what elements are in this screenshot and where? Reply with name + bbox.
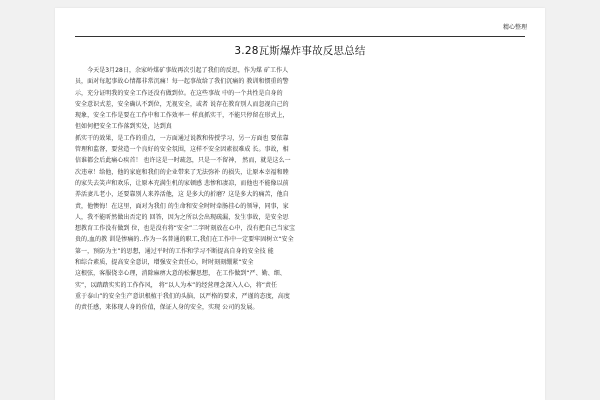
body-line: 的家失去笑声和欢乐，让原本充满生机的家顿感 悲惨和凄凉，而他也不能像以前 — [75, 179, 289, 187]
body-line: 现象，安全工作是要在工作中和工作效率一 样真抓实干，不能只停留在形式上， — [75, 112, 289, 120]
body-line: 人，我不能昕然做出否定的 回答，因为之所以会出现疏漏，发生事故，是安全思 — [75, 213, 289, 221]
body-line: 信谁都会后此痛心疾首！ 也许这是一时疏忽，只是一不留神， 然而，就是这么一 — [75, 157, 291, 165]
body-line: 今天是3月28日，余家岭煤矿事故再次引起了我们的反思，作为煤 矿工作人 — [75, 67, 289, 74]
body-line: 抓实干的效果，是工作的重点，一方面通过说教和传授学习，另一方面也 要依靠 — [75, 134, 289, 142]
body-line: 安全意识式差，安全确认不到位，无视安全，或者 说存在教育别人而忽视自己的 — [75, 100, 289, 108]
header-rule — [75, 36, 525, 37]
header-label: 精心整理 — [502, 24, 527, 31]
body-line: 贵的,血的教 训是惨痛的..作为一名普通的职工,我们在工作中一定要牢固树立“安全 — [75, 236, 294, 244]
body-line: 责，他懊悔！在这里，面对为我们 的生命和安全时时牵肠挂心的领导，同事，家 — [75, 202, 289, 210]
body-line: 但如何把安全工作落到实处，达到真 — [75, 123, 172, 131]
document-page — [55, 8, 545, 400]
document-body — [75, 65, 525, 314]
document-title: 3.28瓦斯爆炸事故反思总结 — [234, 45, 366, 57]
body-line: 这根弦，客服侥幸心理，消除麻痹大意的松懈思想， 在工作做到“严、勤、细、 — [75, 270, 286, 278]
body-line: 管理和监督，要营造一个良好的安全氛围，这样不安全因素很难成 长。事故，相 — [75, 146, 289, 154]
body-line: 次违章！给他，他的家庭和我们的企业带来了无法弥补 的损失，让原本幸福和睦 — [75, 168, 289, 176]
body-line: 养活妻儿老小，还要靠别人来养活他，这 是多大的折磨？这是多大的痛苦，他自 — [75, 191, 289, 199]
body-line: 想教育工作没有做到 位，也是没有将“安全”二字时刻放在心中，没有把自己当家宝 — [75, 225, 296, 233]
body-line: 第一，预防为主”的思想，通过平时的工作和学习不断提高自身的安全技 能 — [75, 247, 274, 255]
body-line: 重于泰山”的安全生产意识根植于我们的头脑，以严格的要求，严谨的态度，高度 — [75, 292, 290, 300]
body-line: 示，充分证明我的安全工作还没有做到位。在这些事故 中的一个共性是自身的 — [75, 89, 283, 97]
body-line: 的责任感，来体现人身的价值，保证人身的安全，实现 公司的发展。 — [75, 304, 259, 312]
body-line: 员，面对每起事故心情都非常沉痛！每一起事故给了我们沉痛的 教训和惯重的警 — [75, 78, 289, 86]
body-line: 实”，以踏踏实实的工作作风， 将“以人为本”的经营理念深入人心，将“责任 — [75, 281, 278, 289]
body-line: 和综合素质，提高安全意识，增强安全责任心，时时刻刻绷紧“安全 — [75, 259, 254, 267]
